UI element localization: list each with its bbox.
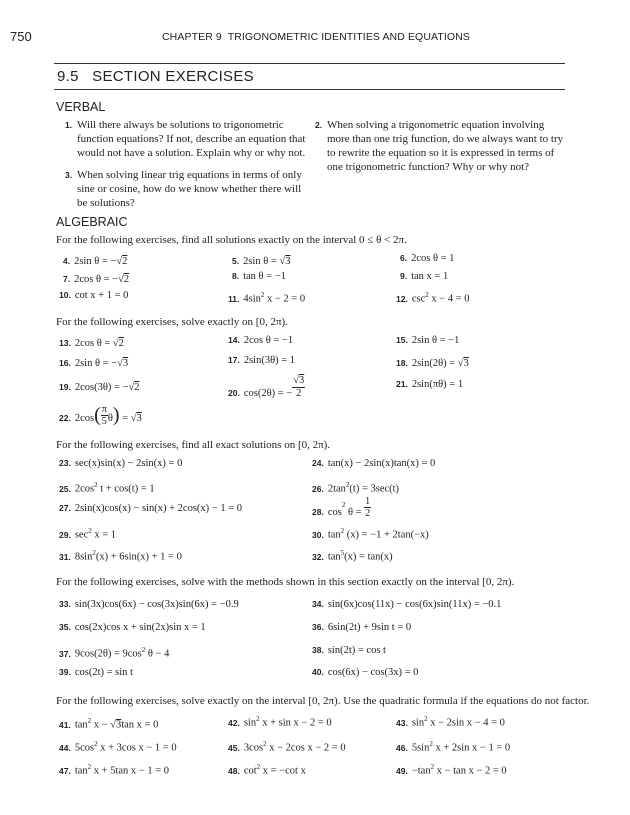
exercise-35: 35. cos(2x)cos x + sin(2x)sin x = 1 <box>59 622 206 633</box>
question-number: 1. <box>65 120 73 130</box>
question-number: 3. <box>65 170 73 180</box>
exercise-49: 49. $-\tan^2$ x − tan x − 2 = 0 <box>396 763 507 777</box>
exercise-11: 11. $4\sin^2$ x − 2 = 0 <box>228 291 306 305</box>
chapter-title: TRIGONOMETRIC IDENTITIES AND EQUATIONS <box>227 31 470 43</box>
exercise-21: 21. 2sin(πθ) = 1 <box>396 379 464 390</box>
exercise-33: 33. sin(3x)cos(6x) − cos(3x)sin(6x) = −0.9 <box>59 599 239 610</box>
exercise-5: 5. 2sin θ = √3 <box>232 256 291 267</box>
exercise-17: 17. 2sin(3θ) = 1 <box>228 355 296 366</box>
exercise-14: 14. 2cos θ = −1 <box>228 335 294 346</box>
exercise-4: 4. 2sin θ = −√2 <box>63 256 128 267</box>
exercise-40: 40. cos(6x) − cos(3x) = 0 <box>312 667 419 678</box>
exercise-41: 41. $\tan^2 x - √3\tan$ x = 0 <box>59 717 159 731</box>
exercise-23: 23. sec(x)sin(x) − 2sin(x) = 0 <box>59 458 183 469</box>
exercise-44: 44. $5\cos^2$ x + 3cos x − 1 = 0 <box>59 740 177 754</box>
exercise-43: 43. $\sin^2 x - 2\sin$ x − 4 = 0 <box>396 715 505 729</box>
exercise-22: $_{22.}$ 2cos( $\frac{\pi}{5}$ θ) = √3 <box>59 403 142 427</box>
exercise-13: 13. 2cos θ = √2 <box>59 338 124 349</box>
exercise-16: 16. 2sin θ = −√3 <box>59 358 129 369</box>
exercise-intro-2: For the following exercises, solve exactly on [0, 2π). <box>56 316 288 328</box>
exercise-6: 6. 2cos θ = 1 <box>400 253 455 264</box>
section-number: 9.5 <box>57 68 79 85</box>
exercise-12: 12. $\csc^2 x - 4 = 0$ <box>396 291 470 305</box>
exercise-30: 30. $\tan^2 (x) = -1 + 2\tan(-x)$ <box>312 527 429 541</box>
exercise-39: 39. cos(2t) = sin t <box>59 667 133 678</box>
exercise-18: 18. 2sin(2θ) = √3 <box>396 358 469 369</box>
exercise-34: 34. sin(6x)cos(11x) − cos(6x)sin(11x) = −0.1 <box>312 599 502 610</box>
page-number: 750 <box>10 29 32 44</box>
exercise-intro-4: For the following exercises, solve with the methods shown in this section exactly on the interval [0, 2π). <box>56 576 515 588</box>
exercise-29: 29. $\sec^2 x = 1$ <box>59 527 117 541</box>
exercise-10: 10. cot x + 1 = 0 <box>59 290 129 301</box>
exercise-25: 25. $2\cos^2$ t + cos(t) = 1 <box>59 481 155 495</box>
exercise-45: 45. $3\cos^2$ x − 2cos x − 2 = 0 <box>228 740 346 754</box>
exercise-20: $_{20.}$ cos(2θ) = − $\frac{√3}{2}$ <box>228 375 305 399</box>
exercise-38: 38. sin(2t) = cos t <box>312 645 386 656</box>
exercise-28: $_{28.}$ $\cos^2 \theta$ = $\frac{1}{2}$ <box>312 496 371 519</box>
exercise-24: 24. tan(x) − 2sin(x)tan(x) = 0 <box>312 458 436 469</box>
running-header <box>162 31 470 43</box>
exercise-19: 19. 2cos(3θ) = −√2 <box>59 382 140 393</box>
algebraic-heading: ALGEBRAIC <box>56 215 128 229</box>
exercise-31: 31. $8\sin^2(x) + 6\sin(x) + 1 = 0$ <box>59 549 182 563</box>
chapter-label: CHAPTER 9 <box>162 31 222 43</box>
section-rule-bottom <box>54 89 565 90</box>
exercise-8: 8. tan θ = −1 <box>232 271 286 282</box>
exercise-47: 47. $\tan^2 x + 5\tan$ x − 1 = 0 <box>59 763 169 777</box>
exercise-9: 9. tan x = 1 <box>400 271 449 282</box>
verbal-question-1 <box>65 118 309 160</box>
exercise-intro-3: For the following exercises, find all exact solutions on [0, 2π). <box>56 439 331 451</box>
exercise-48: 48. $\cot^2 x = -\cot$ x <box>228 763 306 777</box>
section-title <box>57 68 254 85</box>
exercise-26: 26. $2\tan^2(t) = 3\sec(t)$ <box>312 481 400 495</box>
exercise-42: 42. $\sin^2 x + \sin x - 2 = 0$ <box>228 715 332 729</box>
question-text: When solving a trigonometric equation involving more than one trig function, do we always want to try to rewrite the equation so it is expressed in terms of one trigonometric function? Why or why not? <box>327 119 564 173</box>
exercise-intro-5: For the following exercises, solve exactly on the interval [0, 2π). Use the quadratic formula if the equations do not factor. <box>56 695 590 707</box>
exercise-32: 32. $\tan^5(x) = \tan(x)$ <box>312 549 393 563</box>
section-rule-top <box>54 63 565 64</box>
question-number: 2. <box>315 120 323 130</box>
exercise-37: 37. $9\cos(2\theta) = 9\cos^2$ θ − 4 <box>59 646 170 660</box>
question-text: When solving linear trig equations in terms of only sine or cosine, how do we know whether there will be solutions? <box>77 169 302 209</box>
exercise-7: 7. 2cos θ = −√2 <box>63 274 130 285</box>
exercise-27: 27. 2sin(x)cos(x) − sin(x) + 2cos(x) − 1 = 0 <box>59 503 242 514</box>
verbal-heading: VERBAL <box>56 100 106 114</box>
verbal-question-2 <box>315 118 567 174</box>
exercise-intro-1: For the following exercises, find all solutions exactly on the interval 0 ≤ θ < 2π. <box>56 234 407 246</box>
exercise-46: 46. $5\sin^2$ x + 2sin x − 1 = 0 <box>396 740 511 754</box>
section-heading: SECTION EXERCISES <box>92 68 254 85</box>
exercise-36: 36. 6sin(2t) + 9sin t = 0 <box>312 622 412 633</box>
verbal-question-3 <box>65 168 309 210</box>
question-text: Will there always be solutions to trigonometric function equations? If not, describe an equation that would not have a solution. Explain why or why not. <box>77 119 306 159</box>
exercise-15: 15. 2sin θ = −1 <box>396 335 460 346</box>
